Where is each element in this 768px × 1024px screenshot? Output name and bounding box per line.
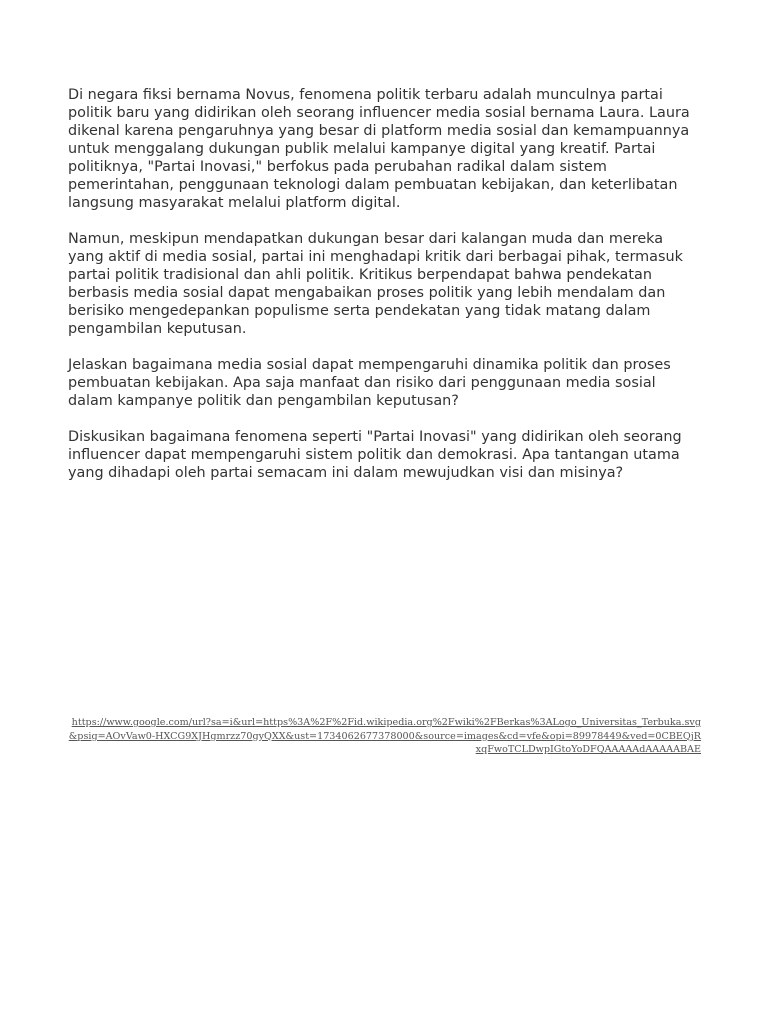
paragraph-scenario-intro: Di negara fiksi bernama Novus, fenomena politik terbaru adalah munculnya partai politik baru yang didirikan oleh seorang influencer media sosial bernama Laura. Laura dikenal karena pengaruhnya yang besar di platform media sosial dan kemampuannya untuk menggalang dukungan publik melalui kampanye digital yang kreatif. Partai politiknya, "Partai Inovasi," berfokus pada perubahan radikal dalam sistem pemerintahan, penggunaan teknologi dalam pembuatan kebijakan, dan keterlibatan langsung masyarakat melalui platform digital. [68, 87, 690, 211]
paragraph-question-2: Diskusikan bagaimana fenomena seperti "Partai Inovasi" yang didirikan oleh seorang influencer dapat mempengaruhi sistem politik dan demokrasi. Apa tantangan utama yang dihadapi oleh partai semacam ini dalam mewujudkan visi dan misinya? [68, 429, 682, 481]
source-url-link[interactable]: https://www.google.com/url?sa=i&url=https%3A%2F%2Fid.wikipedia.org%2Fwiki%2FBerkas%3ALogo_Universitas_Terbuka.svg&psig=AOvVaw0-HXCG9XJHgmrzz70gyQXX&ust=1734062677378000&source=images&cd=vfe&opi=89978449&ved=0CBEQjRxqFwoTCLDwpIGtoYoDFQAAAAAdAAAAABAE [68, 717, 701, 756]
paragraph-criticism: Namun, meskipun mendapatkan dukungan besar dari kalangan muda dan mereka yang aktif di media sosial, partai ini menghadapi kritik dari berbagai pihak, termasuk partai politik tradisional dan ahli politik. Kritikus berpendapat bahwa pendekatan berbasis media sosial dapat mengabaikan proses politik yang lebih mendalam dan berisiko mengedepankan populisme serta pendekatan yang tidak matang dalam pengambilan keputusan. [68, 231, 683, 337]
document-body [68, 86, 700, 500]
paragraph-question-1: Jelaskan bagaimana media sosial dapat mempengaruhi dinamika politik dan proses pembuatan kebijakan. Apa saja manfaat dan risiko dari penggunaan media sosial dalam kampanye politik dan pengambilan keputusan? [68, 357, 671, 409]
